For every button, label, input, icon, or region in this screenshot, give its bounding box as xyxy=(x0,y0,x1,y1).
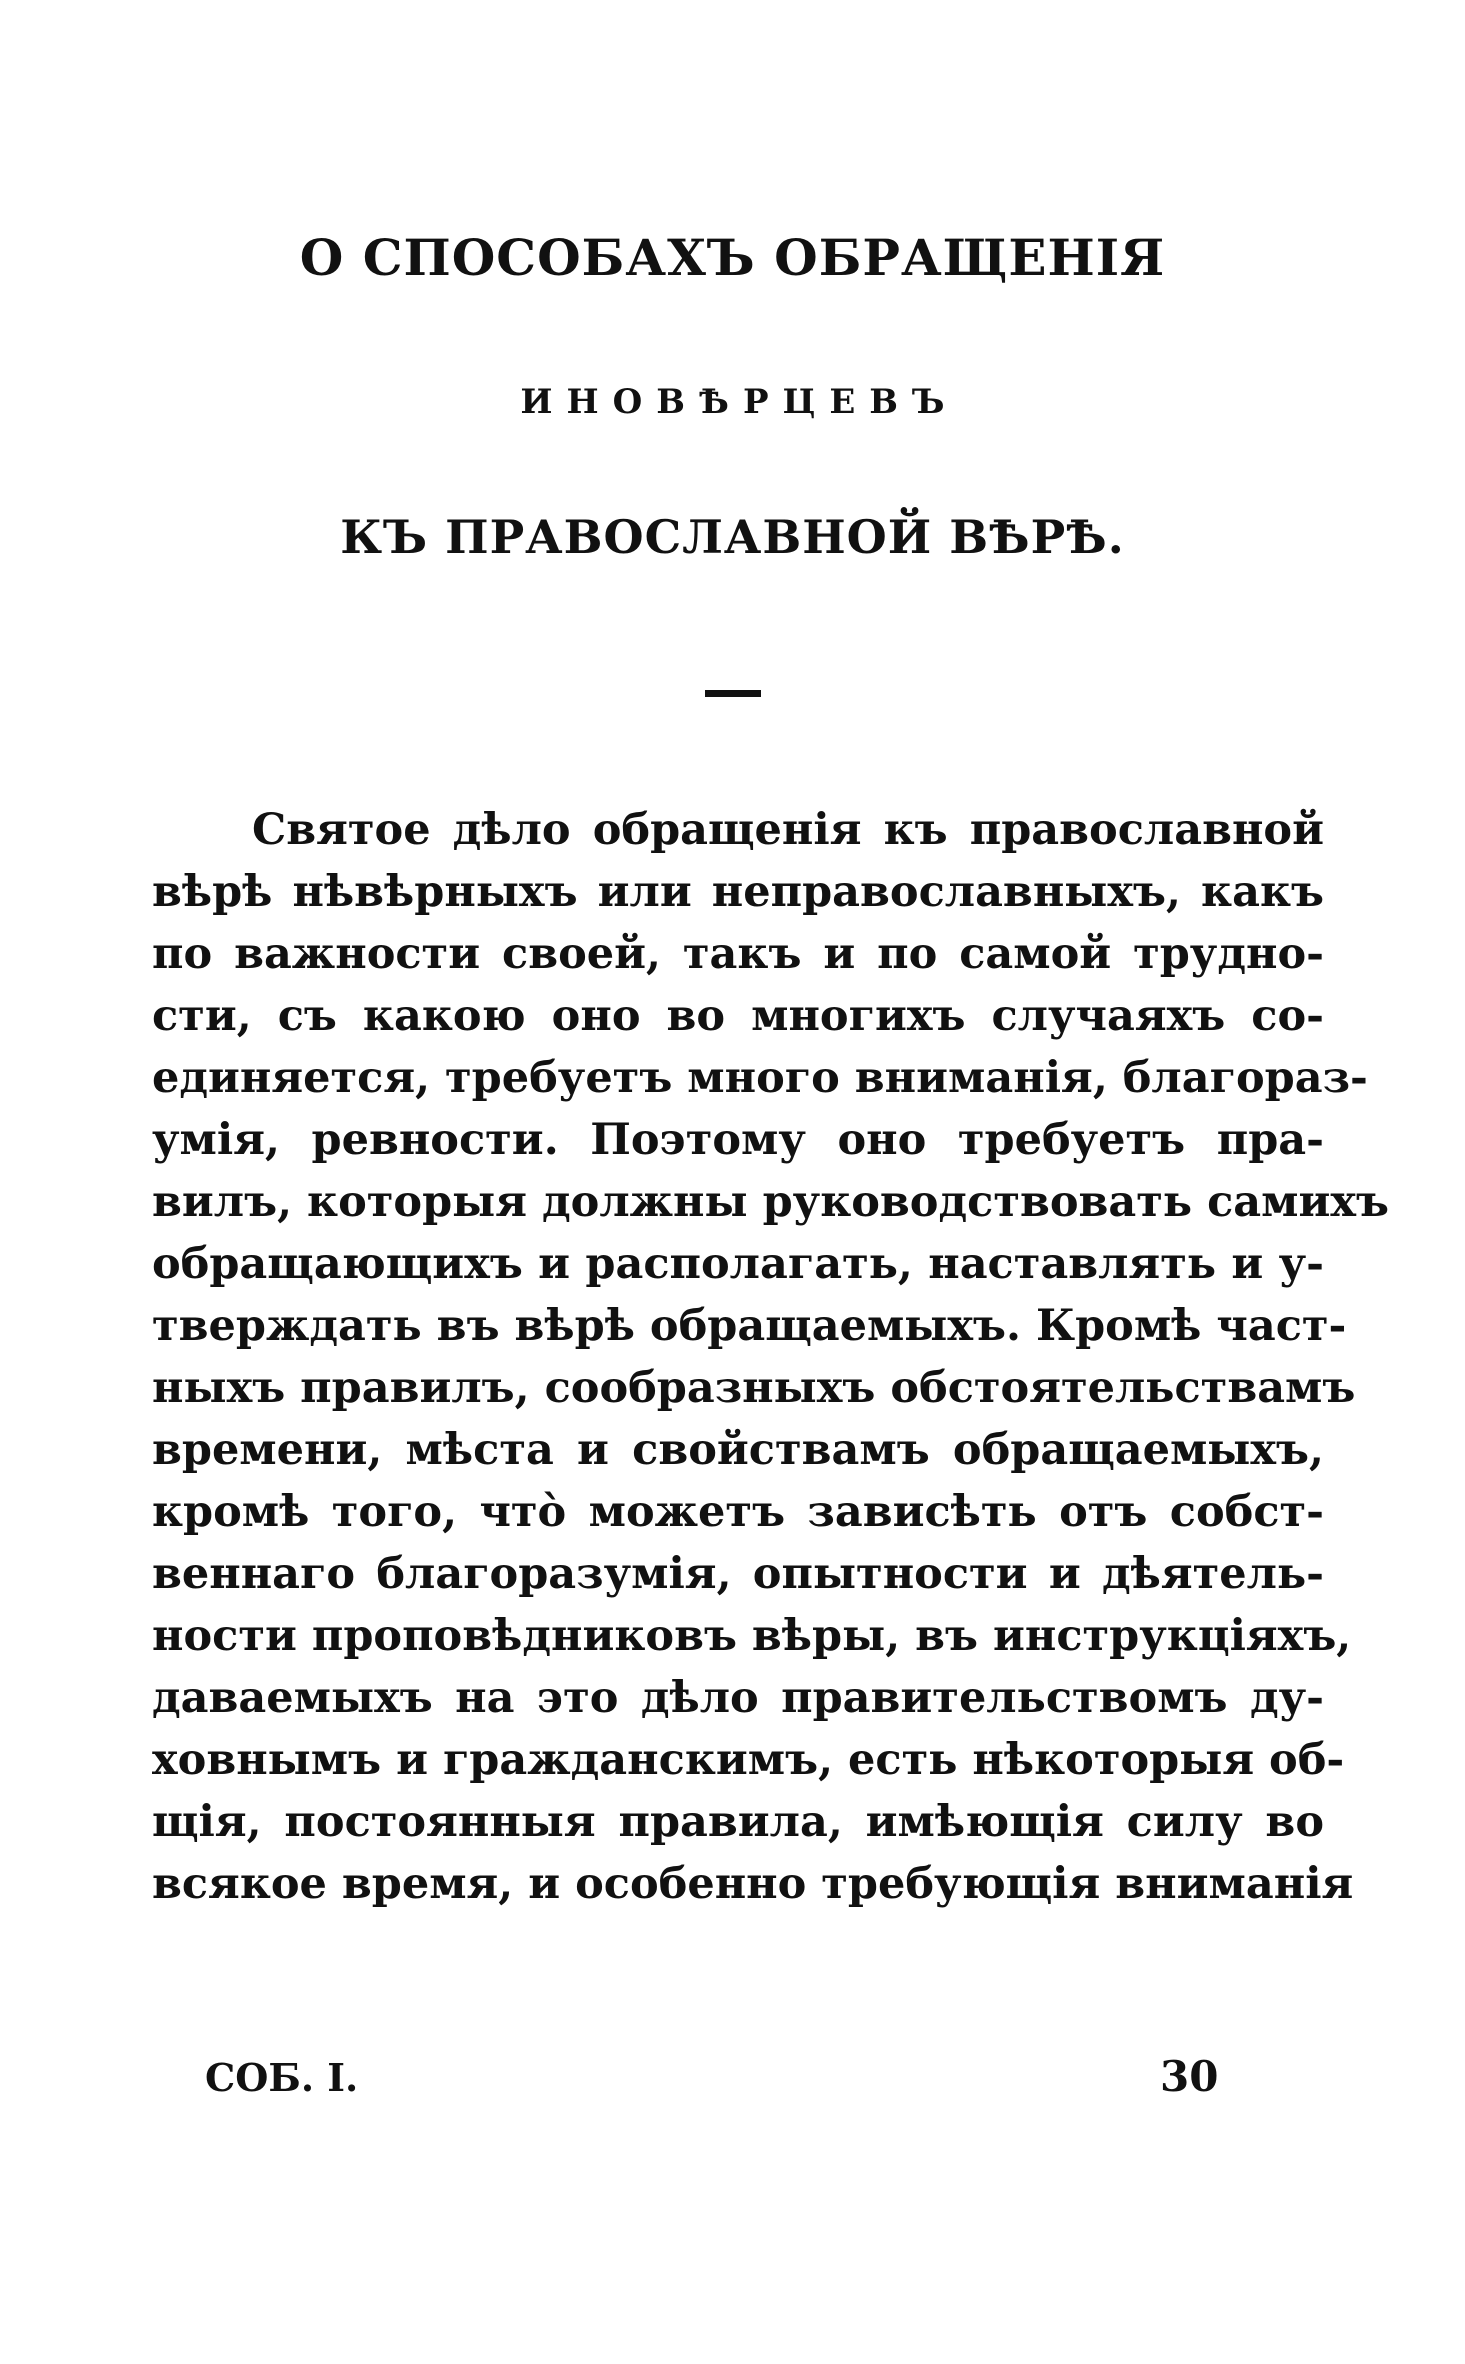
text-line: веннаго благоразумія, опытности и дѣятель- xyxy=(152,1549,1324,1599)
text-line: ности проповѣдниковъ вѣры, въ инструкціяхъ, xyxy=(152,1611,1352,1661)
title-line-2: ИНОВѢРЦЕВЪ xyxy=(520,382,959,422)
text-line: вилъ, которыя должны руководствовать самихъ xyxy=(152,1177,1389,1227)
text-line: тверждать въ вѣрѣ обращаемыхъ. Кромѣ част- xyxy=(152,1301,1347,1351)
text-line: вѣрѣ нѣвѣрныхъ или неправославныхъ, какъ xyxy=(152,867,1324,917)
title-line-1: О СПОСОБАХЪ ОБРАЩЕНІЯ xyxy=(299,228,1166,287)
signature-mark: СОБ. I. xyxy=(205,2055,359,2100)
text-line: ховнымъ и гражданскимъ, есть нѣкоторыя об- xyxy=(152,1735,1345,1785)
text-line: умія, ревности. Поэтому оно требуетъ пра- xyxy=(152,1115,1324,1165)
text-line: по важности своей, такъ и по самой трудно- xyxy=(152,929,1324,979)
text-line: Святое дѣло обращенія къ православной xyxy=(252,805,1324,855)
text-line: кромѣ того, что̀ можетъ зависѣть отъ собст- xyxy=(152,1487,1324,1537)
section-divider xyxy=(705,690,761,697)
signature-number: 30 xyxy=(1160,2052,1219,2101)
text-line: ныхъ правилъ, сообразныхъ обстоятельствамъ xyxy=(152,1363,1356,1413)
text-line: времени, мѣста и свойствамъ обращаемыхъ, xyxy=(152,1425,1324,1475)
text-line: единяется, требуетъ много вниманія, благораз- xyxy=(152,1053,1368,1103)
text-line: щія, постоянныя правила, имѣющія силу во xyxy=(152,1797,1324,1847)
text-line: даваемыхъ на это дѣло правительствомъ ду- xyxy=(152,1673,1324,1723)
text-line: обращающихъ и располагать, наставлять и у- xyxy=(152,1239,1324,1289)
title-line-3: КЪ ПРАВОСЛАВНОЙ ВѢРѢ. xyxy=(340,510,1125,564)
text-line: всякое время, и особенно требующія вниманія xyxy=(152,1859,1354,1909)
text-line: сти, съ какою оно во многихъ случаяхъ со- xyxy=(152,991,1324,1041)
